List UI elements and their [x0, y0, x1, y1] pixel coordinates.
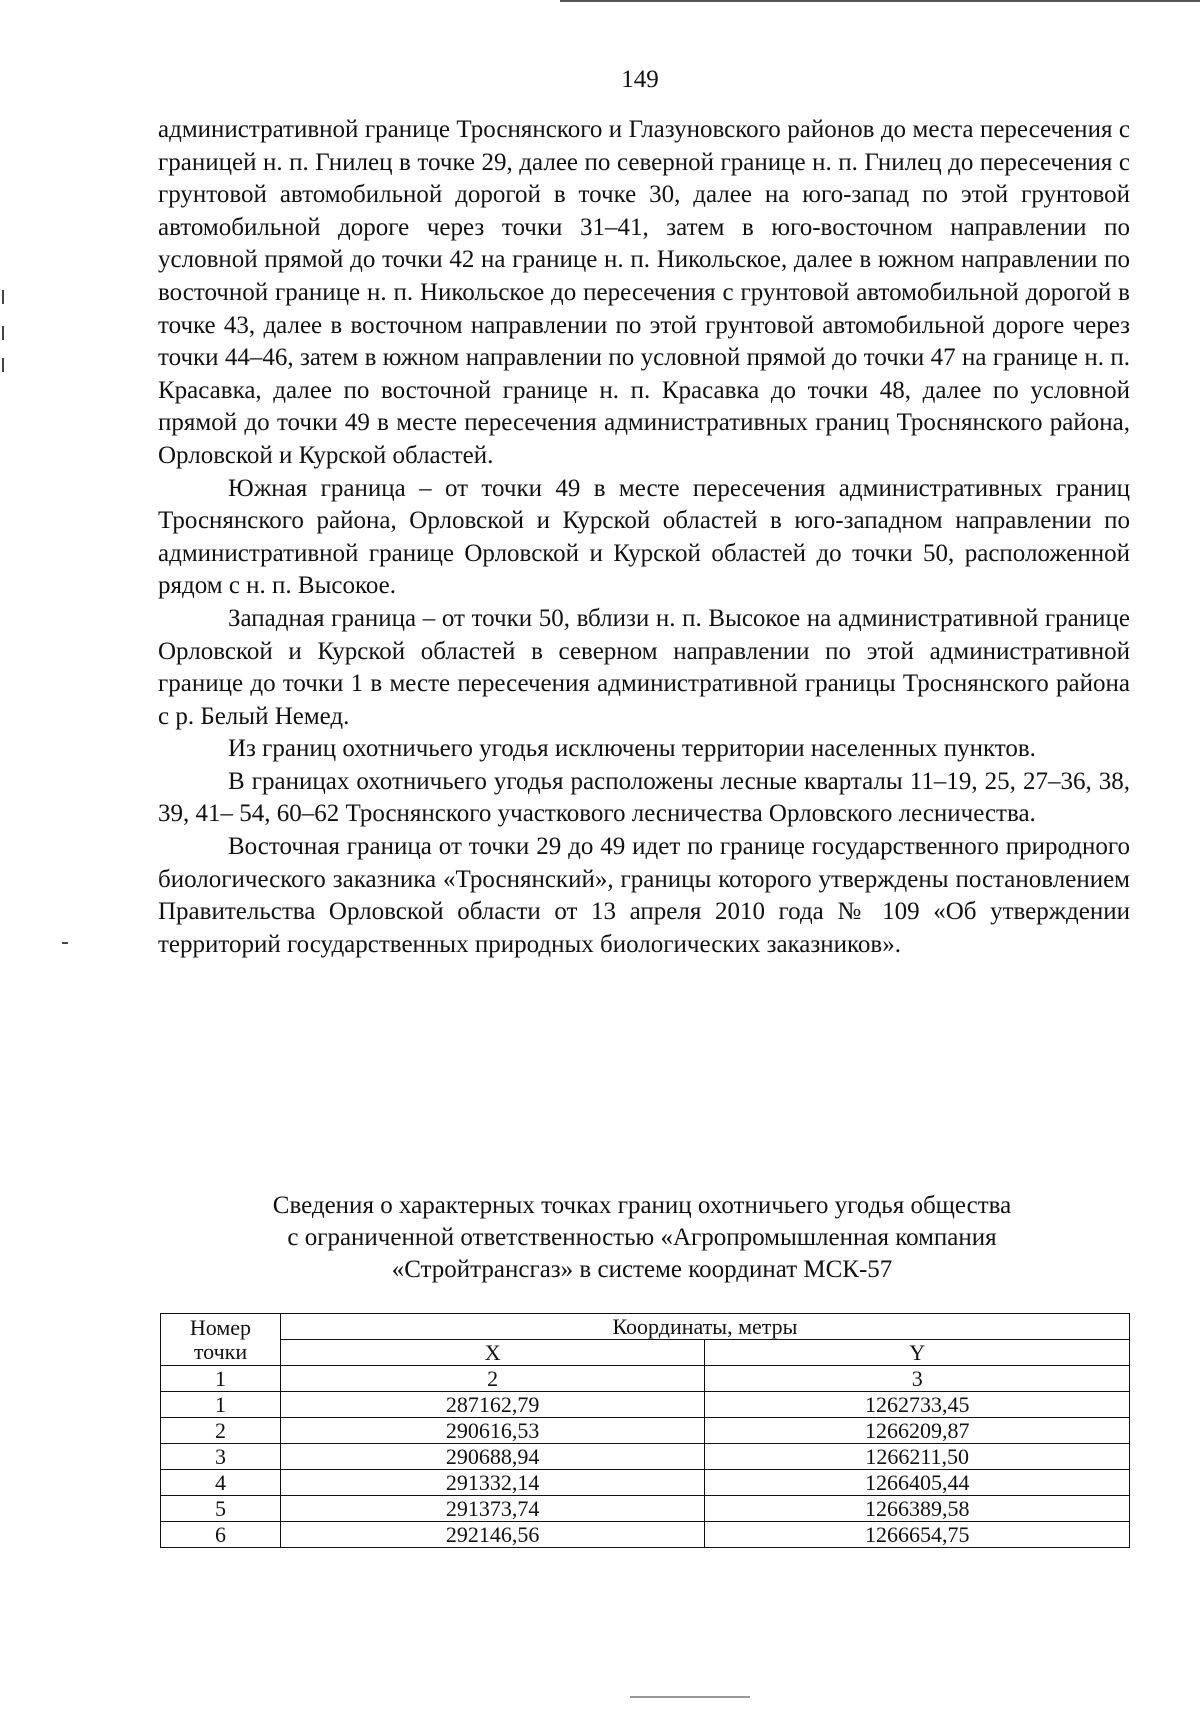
- coord-y: 1266211,50: [705, 1444, 1130, 1470]
- point-number: 1: [161, 1392, 281, 1418]
- paragraph: Западная граница – от точки 50, вблизи н. п. Высокое на административной границе Орловской и Курской областей в северном направлении по этой административной границе до точки 1 в месте пересечения административной границы Троснянского района с р. Белый Немед.: [158, 604, 1130, 730]
- caption-line: с ограниченной ответственностью «Агропромышленная компания: [287, 1224, 997, 1251]
- header-point-line: точки: [193, 1338, 248, 1364]
- coord-y: 1266405,44: [705, 1470, 1130, 1496]
- paragraph: Южная граница – от точки 49 в месте пересечения административных границ Троснянского района, Орловской и Курской областей в юго-западном направлении по административной границе Орловской и Курской областей до точки 50, расположенной рядом с н. п. Высокое.: [158, 474, 1130, 600]
- coord-x: 287162,79: [280, 1392, 705, 1418]
- coord-y: 1266389,58: [705, 1496, 1130, 1522]
- table-row: [161, 1522, 1130, 1548]
- paragraph: В границах охотничьего угодья расположены лесные кварталы 11–19, 25, 27–36, 38, 39, 41– 54, 60–62 Троснянского участкового лесничества Орловского лесничества.: [158, 767, 1130, 828]
- point-number: 3: [161, 1444, 281, 1470]
- margin-mark: [2, 358, 4, 372]
- point-number: 5: [161, 1496, 281, 1522]
- body-text: [158, 114, 1130, 961]
- coord-y: 1262733,45: [705, 1392, 1130, 1418]
- point-number: 2: [161, 1418, 281, 1444]
- scan-edge-line: [630, 1696, 750, 1698]
- column-number-row: [161, 1366, 1130, 1392]
- table-row: [161, 1444, 1130, 1470]
- table-caption: [170, 1190, 1114, 1286]
- paragraph: административной границе Троснянского и Глазуновского районов до места пересечения с границей н. п. Гнилец в точке 29, далее по северной границе н. п. Гнилец до пересечения с грунтовой автомобильной дорогой в точке 30, далее на юго-запад по этой грунтовой автомобильной дороге через точки 31–41, затем в юго-восточном направлении по условной прямой до точки 42 на границе н. п. Никольское, далее в южном направлении по восточной границе н. п. Никольское до пересечения с грунтовой автомобильной дорогой в точке 43, далее в восточном направлении по этой грунтовой автомобильной дороге через точки 44–46, затем в южном направлении по условной прямой до точки 47 на границе н. п. Красавка, далее по восточной границе н. п. Красавка до точки 48, далее по условной прямой до точки 49 в месте пересечения административных границ Троснянского района, Орловской и Курской областей.: [158, 116, 1130, 469]
- header-point-number: [161, 1314, 281, 1366]
- table-row: [161, 1392, 1130, 1418]
- column-number: 3: [705, 1366, 1130, 1392]
- table-row: [161, 1418, 1130, 1444]
- scan-edge-line: [560, 0, 1200, 2]
- coord-x: 291332,14: [280, 1470, 705, 1496]
- coordinates-table: [160, 1313, 1130, 1548]
- column-number: 2: [280, 1366, 705, 1392]
- margin-mark: [2, 326, 4, 340]
- column-number: 1: [161, 1366, 281, 1392]
- point-number: 6: [161, 1522, 281, 1548]
- paragraph: Восточная граница от точки 29 до 49 идет по границе государственного природного биологического заказника «Троснянский», границы которого утверждены постановлением Правительства Орловской области от 13 апреля 2010 года № 109 «Об утверждении территорий государственных природных биологических заказников».: [158, 833, 1130, 958]
- coord-x: 291373,74: [280, 1496, 705, 1522]
- margin-mark: [2, 290, 4, 304]
- page-number: 149: [621, 66, 659, 93]
- header-point-line: Номер: [189, 1314, 252, 1340]
- margin-mark: [62, 942, 68, 944]
- coord-y: 1266209,87: [705, 1418, 1130, 1444]
- table-row: [161, 1496, 1130, 1522]
- header-coordinates: Координаты, метры: [280, 1314, 1129, 1340]
- table-row: [161, 1470, 1130, 1496]
- paragraph: Из границ охотничьего угодья исключены территории населенных пунктов.: [228, 735, 1036, 763]
- table-header-row: [161, 1340, 1130, 1366]
- caption-line: Сведения о характерных точках границ охотничьего угодья общества: [272, 1192, 1012, 1219]
- coord-x: 292146,56: [280, 1522, 705, 1548]
- caption-line: «Стройтрансгаз» в системе координат МСК-57: [391, 1256, 893, 1283]
- coord-x: 290616,53: [280, 1418, 705, 1444]
- coord-x: 290688,94: [280, 1444, 705, 1470]
- table-header-row: [161, 1314, 1130, 1340]
- header-x: X: [280, 1340, 705, 1366]
- point-number: 4: [161, 1470, 281, 1496]
- coord-y: 1266654,75: [705, 1522, 1130, 1548]
- header-y: Y: [705, 1340, 1130, 1366]
